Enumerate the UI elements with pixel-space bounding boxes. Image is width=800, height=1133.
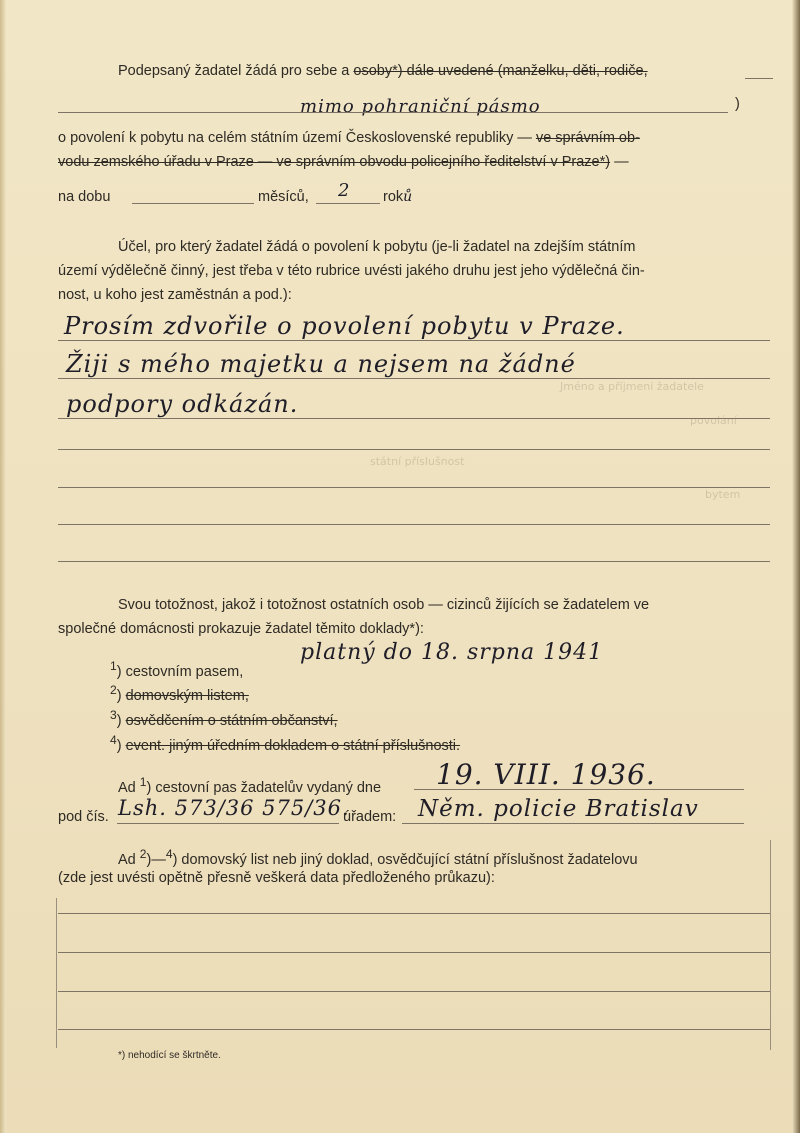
answer-line [58, 418, 770, 419]
passport-office-label: úřadem: [343, 809, 397, 825]
blank-line [58, 112, 728, 113]
answer-line [58, 561, 770, 562]
years-value: 2 [338, 180, 351, 201]
margin-rule [56, 898, 57, 1048]
intro-line1 [118, 62, 648, 80]
struck-text: ve správním ob- [535, 130, 640, 146]
years-suffix-handwritten: ů [403, 189, 414, 205]
duration-label: na dobu [58, 189, 111, 205]
footnote: *) nehodící se škrtněte. [118, 1050, 221, 1061]
blank-line [58, 991, 770, 992]
item-number: 4 [110, 733, 117, 747]
passport-validity: platný do 18. srpna 1941 [300, 640, 604, 665]
item-number: 2 [110, 683, 117, 697]
identity-item-2: $^2$) domovským listem, [110, 683, 249, 704]
item-text: cestovním pasem, [125, 663, 244, 680]
blank-line [58, 913, 770, 914]
purpose-answer-2: Žiji s mého majetku a nejsem na žádné [66, 350, 576, 378]
handwritten-note: mimo pohraniční pásmo [300, 96, 541, 117]
intro-text: Podepsaný žadatel žádá pro sebe a [118, 63, 350, 79]
answer-line [58, 487, 770, 488]
purpose-label-3: nost, u koho jest zaměstnán a pod.): [58, 287, 292, 303]
item-text: event. jiným úředním dokladem o státní příslušnosti. [125, 737, 461, 754]
ad-range-start: 2 [139, 847, 147, 861]
passport-number-label: pod čís. [58, 809, 109, 825]
intro-text: — [614, 154, 629, 170]
struck-text: osoby*) dále uvedené (manželku, děti, rodiče, [353, 63, 648, 79]
closing-paren: ) [735, 96, 740, 112]
months-label: měsíců, [258, 189, 309, 205]
blank-line [745, 78, 773, 79]
identity-item-3: $^3$) osvědčením o státním občanství, [110, 708, 338, 729]
item-number: 1 [110, 659, 117, 673]
passport-ad-line: Ad $^1$) cestovní pas žadatelův vydaný dne [118, 775, 382, 796]
intro-line3 [58, 153, 629, 171]
purpose-answer-3: podpory odkázán. [66, 390, 299, 418]
bleed-through-text: státní příslušnost [370, 455, 465, 468]
bleed-through-text: bytem [705, 488, 741, 501]
passport-office-value: Něm. policie Bratislav [418, 796, 699, 822]
margin-rule [770, 840, 771, 1050]
duration-line [58, 188, 110, 206]
years-label-text: rok [383, 189, 404, 205]
intro-text: o povolení k pobytu na celém státním území Československé republiky — [58, 130, 532, 146]
home-doc-text: domovský list neb jiný doklad, osvědčující státní příslušnost žadatelovu [181, 851, 638, 868]
blank-line [58, 952, 770, 953]
home-doc-label-1: Ad $^2$)—$^4$) domovský list neb jiný doklad, osvědčující státní příslušnost žadatelovu [118, 847, 638, 868]
ad-prefix: Ad [118, 851, 136, 868]
years-label [383, 188, 413, 206]
answer-line [58, 524, 770, 525]
item-text: domovským listem, [125, 687, 249, 704]
answer-line [58, 449, 770, 450]
bleed-through-text: povolání [690, 414, 737, 427]
answer-line [58, 378, 770, 379]
purpose-label-2: území výdělečně činný, jest třeba v této rubrice uvésti jakého druhu jest jeho výdělečná čin- [58, 263, 645, 279]
years-blank [316, 203, 380, 204]
item-text: osvědčením o státním občanství, [125, 712, 338, 729]
ad-range-end: 4 [165, 847, 173, 861]
passport-number-value: Lsh. 573/36 575/36. [118, 796, 350, 820]
issued-date-value: 19. VIII. 1936. [436, 758, 656, 791]
ad-number: 1 [139, 775, 147, 789]
identity-item-4: $^4$) event. jiným úředním dokladem o státní příslušnosti. [110, 733, 461, 754]
bleed-through-text: Jméno a příjmení žadatele [560, 380, 704, 393]
months-blank [132, 203, 254, 204]
identity-item-1: $^1$) cestovním pasem, [110, 659, 244, 680]
struck-text: vodu zemského úřadu v Praze — ve správním obvodu policejního ředitelství v Praze*) [58, 154, 611, 170]
issued-label: cestovní pas žadatelův vydaný dne [155, 779, 382, 796]
identity-label-1: Svou totožnost, jakož i totožnost ostatních osob — cizinců žijících se žadatelem ve [118, 597, 650, 613]
ad-prefix: Ad [118, 779, 136, 796]
purpose-answer-1: Prosím zdvořile o povolení pobytu v Praze. [64, 312, 625, 340]
intro-line2 [58, 129, 640, 147]
item-number: 3 [110, 708, 117, 722]
identity-label-2: společné domácnosti prokazuje žadatel těmito doklady*): [58, 621, 424, 637]
blank-line [58, 1029, 770, 1030]
purpose-label-1: Účel, pro který žadatel žádá o povolení k pobytu (je-li žadatel na zdejším státním [118, 239, 636, 255]
home-doc-label-2: (zde jest uvésti opětně přesně veškerá data předloženého průkazu): [58, 870, 495, 886]
passport-number-blank [117, 823, 339, 824]
answer-line [58, 340, 770, 341]
passport-office-blank [402, 823, 744, 824]
